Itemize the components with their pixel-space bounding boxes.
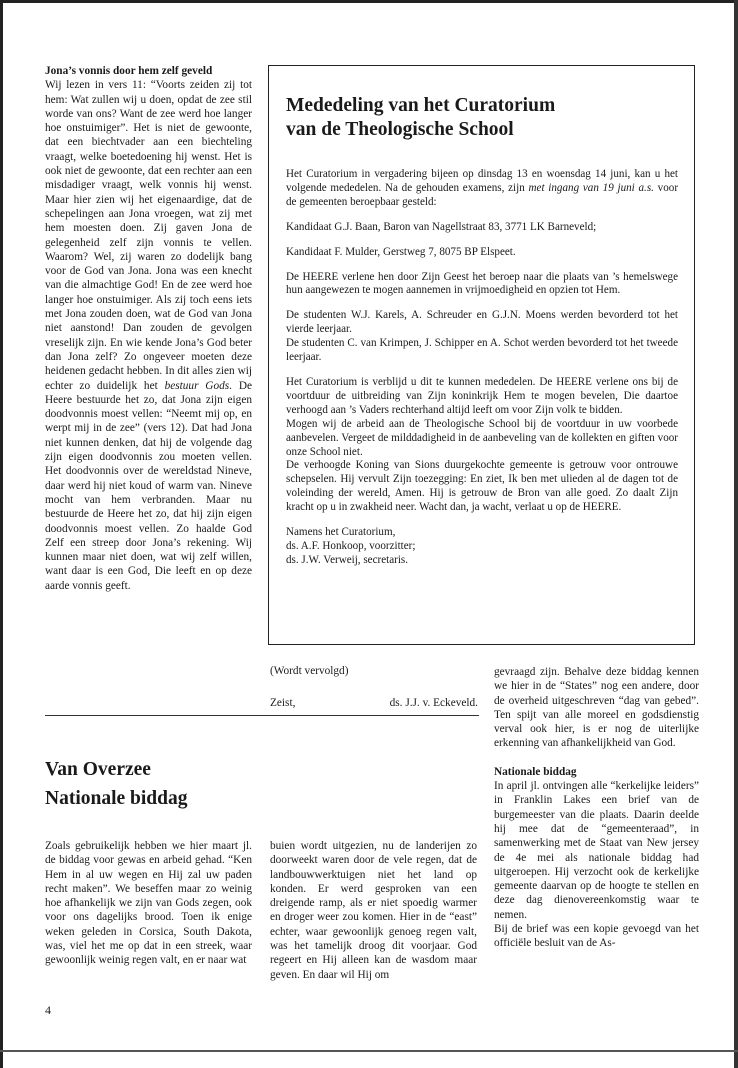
section-title [45, 755, 188, 813]
notice-signature-3: ds. J.W. Verweij, secretaris. [286, 553, 409, 566]
notice-students-4th-year: De studenten W.J. Karels, A. Schreuder en G.J.N. Moens werden bevorderd tot het vierde leerjaar. [286, 309, 678, 336]
scan-border-right [734, 0, 738, 1068]
article-biddag-middle-column [270, 839, 477, 982]
article-biddag-right-column [494, 665, 699, 951]
right-column-heading: Nationale biddag [494, 765, 577, 778]
article-jona-italic: bestuur Gods [164, 379, 230, 392]
notice-signature-2: ds. A.F. Honkoop, voorzitter; [286, 539, 416, 552]
notice-blessing: De HEERE verlene hen door Zijn Geest het beroep naar die plaats van ’s hemelswege hun aangewezen te mogen aannemen in vrijmoedigheid en opzien tot Hem. [286, 270, 678, 297]
section-title-line-1: Van Overzee [45, 759, 151, 780]
scan-border-bottom [0, 1050, 738, 1052]
article-biddag-left-column [45, 839, 252, 968]
article-jona-heading: Jona’s vonnis door hem zelf geveld [45, 65, 213, 77]
byline-place: Zeist, [270, 697, 296, 709]
left-bottom-body: Zoals gebruikelijk hebben we hier maart jl. de biddag voor gewas en arbeid gehad. “Ken Hem in al uw wegen en Hij zal uw paden recht maken”. We beseffen maar zo weinig hoe afhankelijk we zijn van Gods zegen, ook voor ons dagelijks brood. Toen ik enige weken geleden in Corsica, South Dakota, was, viel het me op dat in een streek, waar gewoonlijk weinig regen valt, en er naar wat [45, 840, 252, 967]
notice-candidate-1: Kandidaat G.J. Baan, Baron van Nagellstraat 83, 3771 LK Barneveld; [286, 220, 597, 233]
middle-bottom-body: buien wordt uitgezien, nu de landerijen zo doorweekt waren door de vele regen, dat de landbouwwerktuigen niet het land op konden. Er werd gesproken van een dreigende ramp, als er niet spoedig warmer en droger weer zou komen. Hier in de “east” echter, waar gewoonlijk genoeg regen valt, was het tamelijk droog dit voorjaar. God regeert en Hij alleen kan de wasdom maar geven. En daar wil Hij om [270, 840, 477, 981]
right-column-intro: gevraagd zijn. Behalve deze biddag kennen we hier in de “States” nog een andere, door de overheid uitgeschreven “dag van gebed”. Ten spijt van alle moreel en godsdienstig verval ook hier, is er nog de uiterlijke erkenning van afhankelijkheid van God. [494, 666, 699, 750]
notice-signature-1: Namens het Curatorium, [286, 526, 396, 539]
notice-students-2nd-year: De studenten C. van Krimpen, J. Schipper en A. Schot werden bevorderd tot het tweede leerjaar. [286, 337, 678, 364]
section-divider [45, 715, 479, 716]
article-jona-column [45, 64, 252, 593]
curatorium-notice-box [268, 65, 695, 645]
right-column-body-2: Bij de brief was een kopie gevoegd van het officiële besluit van de As- [494, 923, 699, 950]
article-jona-body: Wij lezen in vers 11: “Voorts zeiden zij tot hem: Wat zullen wij u doen, opdat de zee stil worde van ons? Want de zee werd hoe langer hoe onstuimiger”. Het is niet de gewoonte, dat een biechtvader aan een biechteling vraagt, welke boetedoening hij wenst. Het is ook niet de gewoonte, dat een rechter aan een misdadiger vraagt, welk vonnis hij wenst. Maar hier zien wij het eigenaardige, dat de schepelingen aan Jona vroegen, wat zij met hem moesten doen. Zij gaven Jona de gelegenheid zelf zijn vonnis te vellen. Waarom? Wel, zij waren zo dodelijk bang voor de God van Jona. Jona was een knecht van die almachtige God! En de zee werd hoe langer hoe onstuimiger. Als zij toch eens iets met Jona zouden doen, wat de God van Jona niet aanstond! Dan zouden de gevolgen vreselijk zijn. En wie kende Jona’s God beter dan Jona zelf? Zo ongeveer moeten deze heidenen gedacht hebben. In dit alles zien wij echter zo duidelijk het bestuur Gods. De Heere bestuurde het zo, dat Jona zijn eigen doodvonnis moest vellen: “Neemt mij op, en werpt mij in de zee” (vers 12). Dat had Jona niet kunnen denken, dat hij de volgende dag zijn eigen doodvonnis zou moeten vellen. Het doodvonnis over de wereldstad Nineve, daar werd hij niet koud of warm van. Nineve mocht van hem verbranden. Maar nu bestuurde de Heere het zo, dat hij zijn eigen doodvonnis moest vellen. Zo haalde God Zelf een streep door Jona’s rekening. Wij kunnen maar niet doen, wat wij zelf willen, want daar is een God, Die leeft en op deze aarde vonnis geeft. [45, 79, 253, 592]
scan-border-top [0, 0, 738, 3]
notice-paragraph-5: Het Curatorium is verblijd u dit te kunnen mededelen. De HEERE verlene ons bij de voortduur de uitbreiding van Zijn koninkrijk Hem te mogen bevelen, Die daartoe verhoogd aan ’s Vaders rechterhand altijd leeft om voor Zijn volk te bidden. [286, 375, 678, 416]
notice-title: Mededeling van het Curatorium van de Theologische School [286, 95, 556, 140]
right-column-body-1: In april jl. ontvingen alle “kerkelijke leiders” in Franklin Lakes een brief van de burgemeester van die plaats. Daarin deelde hij mee dat de “gemeenteraad”, in samenwerking met de Staat van New jersey de 4e mei als nationale biddag had uitgeroepen. Hij verzocht ook de kerkelijke gemeente daarvan op de hoogte te stellen en deze dag dienovereenkomstig waar te nemen. [494, 780, 699, 921]
page-number: 4 [45, 1003, 51, 1017]
scan-border-left [0, 0, 3, 1068]
section-title-line-2: Nationale biddag [45, 788, 188, 809]
notice-paragraph-6: Mogen wij de arbeid aan de Theologische School bij de voortduur in uw voorbede aanbevelen. Vergeet de milddadigheid in de aanbeveling van de kollekten en giften voor onze School niet. [286, 417, 678, 458]
notice-candidate-2: Kandidaat F. Mulder, Gerstweg 7, 8075 BP Elspeet. [286, 245, 516, 258]
continued-note: (Wordt vervolgd) [270, 665, 349, 677]
byline-author: ds. J.J. v. Eckeveld. [389, 697, 478, 709]
notice-intro: Het Curatorium in vergadering bijeen op dinsdag 13 en woensdag 14 juni, kan u het volgende mededelen. Na de gehouden examens, zijn met ingang van 19 juni a.s. voor de gemeenten beroepbaar gesteld: [286, 168, 679, 208]
notice-paragraph-7: De verhoogde Koning van Sions duurgekochte gemeente is getrouw voor ontrouwe schepselen. Hij vervult Zijn toezegging: En ziet, Ik ben met ulieden al de dagen tot de voleinding der wereld, Amen. Hij is getrouw de Bron van alle goed. Zo daalt Zijn kracht op u in zwakheid neer. Wacht dan, ja wacht, verlaat u op de HEERE. [286, 459, 678, 514]
